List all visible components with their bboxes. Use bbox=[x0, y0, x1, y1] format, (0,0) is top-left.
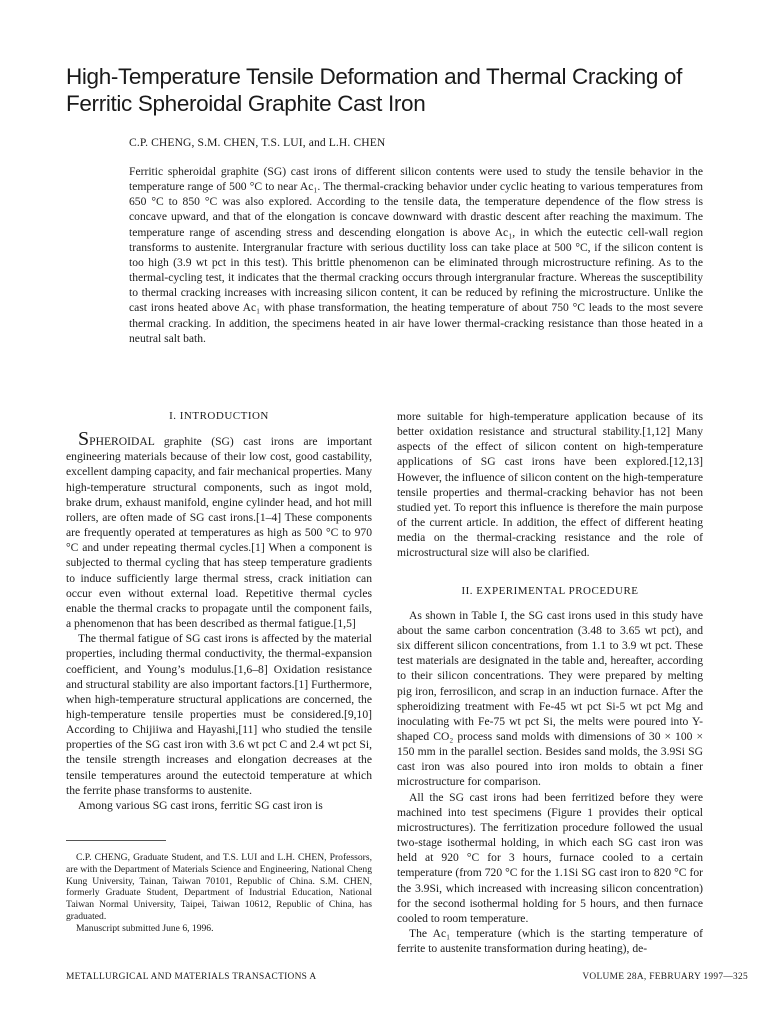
drop-cap: S bbox=[78, 428, 90, 451]
volume-page-footer: VOLUME 28A, FEBRUARY 1997—325 bbox=[582, 972, 748, 982]
left-column bbox=[66, 409, 372, 813]
intro-lead-word: PHEROIDAL bbox=[89, 435, 155, 449]
intro-paragraph-1-text: graphite (SG) cast irons are important engineering materials because of their low cost, good castability, excellent damping capacity, and fair mechanical properties. Many high-temperature structural components, such as ingot mold, brake drum, exhaust manifold, engine cylinder head, and hot mill rollers, are often made of SG cast irons.[1–4] These components are frequently operated at temperatures as high as 500 °C to 970 °C and under repeating thermal cycles.[1] When a component is subjected to thermal cycling that has steep temperature gradients to induce sufficiently large thermal stress, crack initiation can occur even without external load. Repetitive thermal cycles enable the thermal cracks to propagate until the component fails, a phenomenon that has been described as thermal fatigue.[1,5] bbox=[66, 435, 372, 631]
intro-paragraph-1 bbox=[66, 428, 372, 631]
section-heading-experimental: II. EXPERIMENTAL PROCEDURE bbox=[461, 584, 639, 597]
author-list: C.P. CHENG, S.M. CHEN, T.S. LUI, and L.H. CHEN bbox=[129, 136, 386, 149]
section-heading-introduction: I. INTRODUCTION bbox=[169, 410, 269, 422]
experimental-paragraph-3: The Ac₁ temperature (which is the starting temperature of ferrite to austenite transformation during heating), de- bbox=[397, 927, 703, 956]
footnote-divider bbox=[66, 840, 166, 841]
intro-paragraph-2: The thermal fatigue of SG cast irons is affected by the material properties, including thermal conductivity, the thermal-expansion coefficient, and Young’s modulus.[1,6–8] Oxidation resistance and structural stability are also important factors.[1] Furthermore, when high-temperature structural applications are concerned, the high-temperature tensile properties must be considered.[9,10] According to Chijiiwa and Hayashi,[11] who studied the tensile properties of the SG cast iron with 3.6 wt pct C and 2.4 wt pct Si, the tensile strength increases and elongation decreases at the tensile temperatures around the eutectoid temperature at which the ferrite phase transforms to austenite. bbox=[66, 632, 372, 797]
paper-title: High-Temperature Tensile Deformation and Thermal Cracking of Ferritic Spheroidal Graphite Cast Iron bbox=[66, 64, 682, 116]
right-column bbox=[397, 409, 703, 956]
experimental-paragraph-2: All the SG cast irons had been ferritized before they were machined into test specimens (Figure 1 provides their optical microstructures). The ferritization procedure followed the usual two-stage isothermal holding, in which each SG cast iron was held at 920 °C for 3 hours, furnace cooled to a certain temperature (from 720 °C for the 1.1Si SG cast iron to 820 °C for the 3.9Si, which increased with increasing silicon concentration) for the second isothermal holding for 5 hours, and then furnace cooled to room temperature. bbox=[397, 790, 703, 925]
footnote-submission: Manuscript submitted June 6, 1996. bbox=[76, 922, 214, 934]
author-footnote bbox=[66, 852, 372, 935]
intro-paragraph-3: Among various SG cast irons, ferritic SG cast iron is bbox=[78, 798, 323, 812]
experimental-paragraph-1: As shown in Table I, the SG cast irons used in this study have about the same carbon concentration (3.48 to 3.65 wt pct), and six different silicon concentrations, from 1.1 to 3.9 wt pct. These test materials are designated in the table and, hereafter, according to their silicon concentrations. They were prepared by melting pig iron, ferrosilicon, and scrap in an induction furnace. After the spheroidizing treatment with Fe-45 wt pct Si-5 wt pct Mg and inoculating with Fe-75 wt pct Si, the melts were poured into Y-shaped CO₂ process sand molds with dimensions of 30 × 100 × 150 mm in the parallel section. Besides sand molds, the 3.9Si SG cast iron was also poured into iron molds to obtain a finer microstructure for comparison. bbox=[397, 608, 703, 789]
journal-footer: METALLURGICAL AND MATERIALS TRANSACTIONS A bbox=[66, 972, 317, 982]
intro-continuation: more suitable for high-temperature application because of its better oxidation resistance and structural stability.[1,12] Many aspects of the effect of silicon content on high-temperature applications of SG cast irons have been explored.[12,13] However, the influence of silicon content on the high-temperature tensile properties and thermal-cracking behavior has not been studied yet. To report this influence is therefore the main purpose of the current article. In addition, the effect of different heating media on the thermal-cracking resistance and the role of microstructural size will also be clarified. bbox=[397, 410, 703, 560]
abstract: Ferritic spheroidal graphite (SG) cast irons of different silicon contents were used to study the tensile behavior in the temperature range of 500 °C to near Ac₁. The thermal-cracking behavior under cyclic heating to various temperatures from 650 °C to 850 °C was also explored. According to the tensile data, the temperature dependence of the flow stress is concave upward, and that of the elongation is concave downward with drastic descent after reaching the maximum. The temperature range of ascending stress and descending elongation is above Ac₁, in which the eutectic cell-wall region transforms to austenite. Intergranular fracture with serious ductility loss can take place at 500 °C, if the silicon content is too high (3.9 wt pct in this test). This brittle phenomenon can be eliminated through microstructure refining. As to the thermal-cycling test, it indicates that the thermal cracking occurs through intergranular fracture. Whereas the susceptibility to thermal cracking increases with increasing silicon content, it can be reduced by refining the microstructure. Unlike the cast irons heated above Ac₁ with phase transformation, the heating temperature of about 750 °C leads to the most severe thermal cracking. In addition, the specimens heated in air have lower thermal-cracking resistance than those heated in a neutral salt bath. bbox=[129, 165, 703, 345]
footnote-affiliations: C.P. CHENG, Graduate Student, and T.S. LUI and L.H. CHEN, Professors, are with the Department of Materials Science and Engineering, National Cheng Kung University, Tainan, Taiwan 70101, Republic of China. S.M. CHEN, formerly Graduate Student, Department of Industrial Education, National Taiwan Normal University, Taipei, Taiwan 10612, Republic of China, has graduated. bbox=[66, 852, 372, 922]
